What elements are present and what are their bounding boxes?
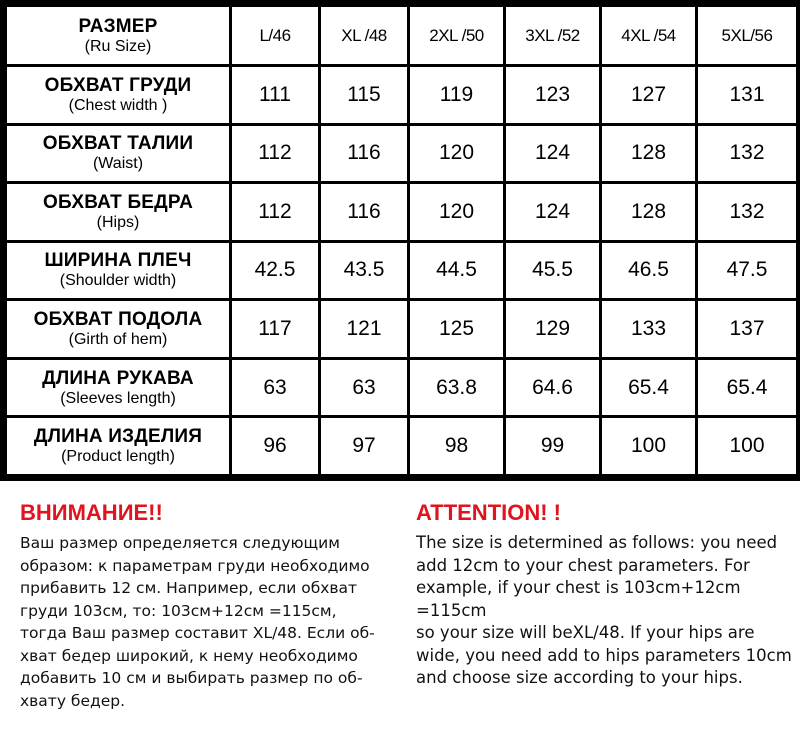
measurement-label (7, 184, 229, 240)
measurement-label-ru: ОБХВАТ ТАЛИИ (42, 133, 194, 155)
header-row (7, 7, 796, 64)
measurement-label (7, 418, 229, 474)
table-cell: 133 (602, 301, 695, 357)
table-cell: 132 (698, 184, 796, 240)
size-column-header: 3XL /52 (506, 7, 599, 64)
size-header-ru: РАЗМЕР (78, 15, 158, 37)
measurement-label-en: (Product length) (61, 448, 175, 466)
size-column-header: XL /48 (321, 7, 407, 64)
measurement-label-en: (Hips) (96, 213, 140, 231)
notes-section (0, 498, 800, 730)
measurement-label-ru: ОБХВАТ БЕДРА (42, 191, 194, 213)
measurement-label-ru: ДЛИНА РУКАВА (42, 367, 194, 389)
note-russian (20, 498, 405, 712)
measurement-label (7, 126, 229, 182)
table-cell: 99 (506, 418, 599, 474)
table-cell: 115 (321, 67, 407, 123)
table-cell: 128 (602, 184, 695, 240)
note-title-ru: ВНИМАНИЕ!! (20, 500, 163, 525)
size-column-header: 4XL /54 (602, 7, 695, 64)
table-cell: 119 (410, 67, 503, 123)
table-row (7, 360, 796, 416)
note-title-en: ATTENTION! ! (416, 500, 562, 525)
table-cell: 124 (506, 126, 599, 182)
table-cell: 96 (232, 418, 318, 474)
table-cell: 117 (232, 301, 318, 357)
table-cell: 65.4 (698, 360, 796, 416)
measurement-label (7, 67, 229, 123)
size-header-en: (Ru Size) (84, 37, 152, 55)
size-header-label (7, 7, 229, 64)
table-cell: 120 (410, 126, 503, 182)
table-cell: 65.4 (602, 360, 695, 416)
table-cell: 47.5 (698, 243, 796, 299)
table-cell: 100 (602, 418, 695, 474)
measurement-label-ru: ДЛИНА ИЗДЕЛИЯ (33, 426, 203, 448)
measurement-label-ru: ШИРИНА ПЛЕЧ (44, 250, 192, 272)
measurement-label-ru: ОБХВАТ ГРУДИ (44, 74, 192, 96)
table-row (7, 67, 796, 123)
table-cell: 97 (321, 418, 407, 474)
table-row (7, 126, 796, 182)
measurement-label-en: (Girth of hem) (68, 331, 168, 349)
note-text-ru: Ваш размер определяется следующим образом: к параметрам груди необходимо прибавить 12 см. Например, если обхват груди 103см, то: 103см+12см =115см, тогда Ваш размер составит XL/48. Если об- хват бедер широкий, к нему необходимо добавить 10 см и выбирать размер по об- хвату бедер. (20, 534, 375, 710)
note-english (416, 498, 796, 690)
table-cell: 63.8 (410, 360, 503, 416)
note-text-en: The size is determined as follows: you need add 12cm to your chest parameters. For example, if your chest is 103cm+12cm =115cm so your size will beXL/48. If your hips are wide, you need add to hips parameters 10cm and choose size according to your hips. (416, 533, 792, 687)
table-row (7, 301, 796, 357)
table-cell: 123 (506, 67, 599, 123)
table-cell: 100 (698, 418, 796, 474)
table-cell: 64.6 (506, 360, 599, 416)
table-cell: 125 (410, 301, 503, 357)
table-cell: 43.5 (321, 243, 407, 299)
table-cell: 131 (698, 67, 796, 123)
size-table (4, 4, 799, 477)
table-cell: 116 (321, 126, 407, 182)
table-cell: 45.5 (506, 243, 599, 299)
table-cell: 46.5 (602, 243, 695, 299)
size-column-header: 5XL/56 (698, 7, 796, 64)
size-column-header: L/46 (232, 7, 318, 64)
table-cell: 63 (321, 360, 407, 416)
measurement-label-en: (Chest width ) (68, 96, 168, 114)
table-cell: 112 (232, 126, 318, 182)
measurement-label-ru: ОБХВАТ ПОДОЛА (33, 309, 203, 331)
table-cell: 116 (321, 184, 407, 240)
table-row (7, 184, 796, 240)
table-cell: 98 (410, 418, 503, 474)
table-cell: 137 (698, 301, 796, 357)
table-cell: 127 (602, 67, 695, 123)
table-cell: 63 (232, 360, 318, 416)
table-row (7, 243, 796, 299)
table-cell: 124 (506, 184, 599, 240)
measurement-label (7, 301, 229, 357)
measurement-label (7, 360, 229, 416)
table-cell: 111 (232, 67, 318, 123)
table-cell: 132 (698, 126, 796, 182)
measurement-label-en: (Waist) (92, 155, 144, 173)
size-column-header: 2XL /50 (410, 7, 503, 64)
table-cell: 44.5 (410, 243, 503, 299)
measurement-label (7, 243, 229, 299)
measurement-label-en: (Sleeves length) (60, 389, 176, 407)
table-row (7, 418, 796, 474)
table-cell: 129 (506, 301, 599, 357)
table-cell: 128 (602, 126, 695, 182)
table-cell: 121 (321, 301, 407, 357)
measurement-label-en: (Shoulder width) (59, 272, 177, 290)
table-cell: 120 (410, 184, 503, 240)
table-cell: 42.5 (232, 243, 318, 299)
table-cell: 112 (232, 184, 318, 240)
